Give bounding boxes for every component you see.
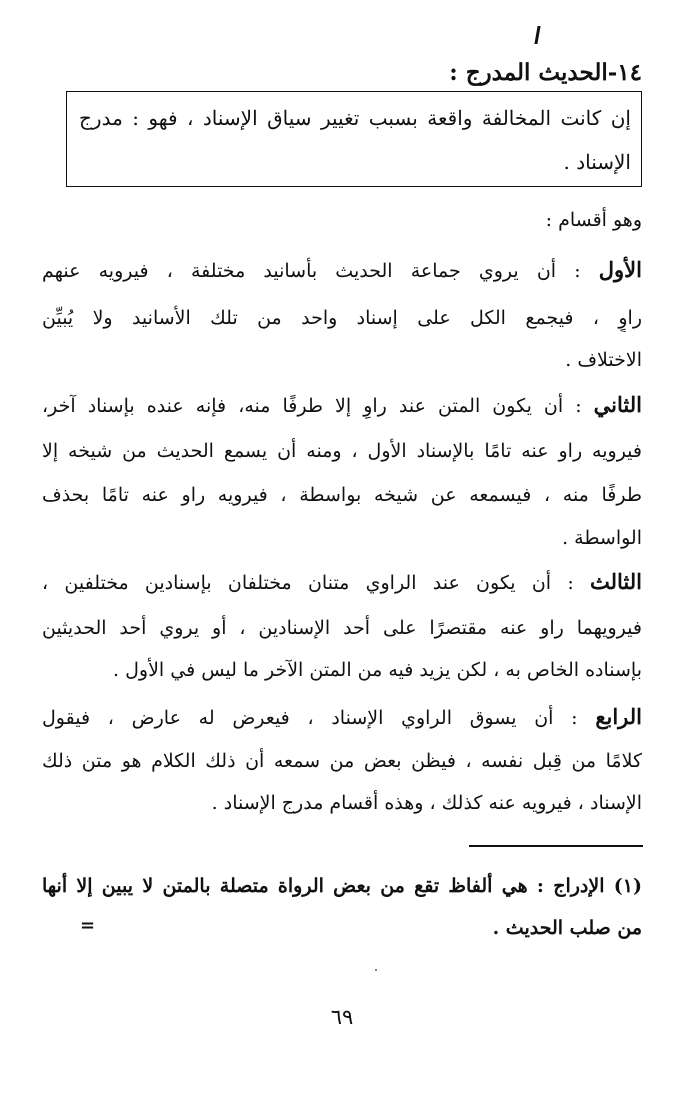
ink-mark: [534, 26, 540, 44]
third-line-2: فيرويهما راو عنه مقتصرًا على أحد الإسنادين ، أو يروي أحد الحديثين: [42, 617, 642, 639]
fourth-lead: الرابع: [595, 704, 642, 729]
third-lead: الثالث: [590, 569, 642, 594]
fourth-line-3: الإسناد ، فيرويه عنه كذلك ، وهذه أقسام مدرج الإسناد .: [211, 792, 642, 814]
second-line-4: الواسطة .: [562, 527, 642, 549]
definition-line-1: إن كانت المخالفة واقعة بسبب تغيير سياق الإسناد ، فهو : مدرج: [79, 106, 631, 130]
footnote-separator: [469, 845, 643, 847]
fourth-line-2: كلامًا من قِبل نفسه ، فيظن بعض من سمعه أن ذلك الكلام هو متن ذلك: [42, 750, 642, 772]
ink-dot: [375, 969, 377, 971]
footnote-line-2: من صلب الحديث .: [492, 917, 642, 939]
definition-box: [66, 91, 642, 187]
first-line-1: [42, 256, 642, 284]
third-line-1: [42, 568, 642, 596]
third-line-3: بإسناده الخاص به ، لكن يزيد فيه من المتن الآخر ما ليس في الأول .: [113, 659, 642, 681]
intro-line: وهو أقسام :: [545, 209, 642, 231]
footnote-line-1: (١) الإدراج : هي ألفاظ تقع من بعض الرواة متصلة بالمتن لا يبين إلا أنها: [42, 875, 642, 897]
section-heading: ١٤-الحديث المدرج :: [449, 59, 642, 86]
continuation-mark: =: [80, 915, 96, 936]
first-line-2: راوٍ ، فيجمع الكل على إسناد واحد من تلك الأسانيد ولا يُبيِّن: [42, 307, 642, 329]
first-line-3: الاختلاف .: [565, 349, 642, 371]
second-line-3: طرفًا منه ، فيسمعه عن شيخه بواسطة ، فيرويه راو عنه تامًا بحذف: [42, 484, 642, 506]
page-number: ٦٩: [330, 1005, 354, 1029]
third-text: : أن يكون عند الراوي متنان مختلفان بإسنادين مختلفين ،: [42, 572, 590, 594]
first-lead: الأول: [598, 257, 642, 282]
fourth-line-1: [42, 703, 642, 731]
second-text: : أن يكون المتن عند راوٍ إلا طرفًا منه، فإنه عنده بإسناد آخر،: [42, 395, 594, 417]
second-lead: الثاني: [593, 392, 642, 417]
second-line-2: فيرويه راو عنه تامًا بالإسناد الأول ، ومنه أن يسمع الحديث من شيخه إلا: [42, 440, 642, 462]
second-line-1: [42, 391, 642, 419]
fourth-text: : أن يسوق الراوي الإسناد ، فيعرض له عارض ، فيقول: [42, 707, 596, 729]
first-text: : أن يروي جماعة الحديث بأسانيد مختلفة ، فيرويه عنهم: [42, 260, 599, 282]
definition-line-2: الإسناد .: [563, 150, 631, 174]
